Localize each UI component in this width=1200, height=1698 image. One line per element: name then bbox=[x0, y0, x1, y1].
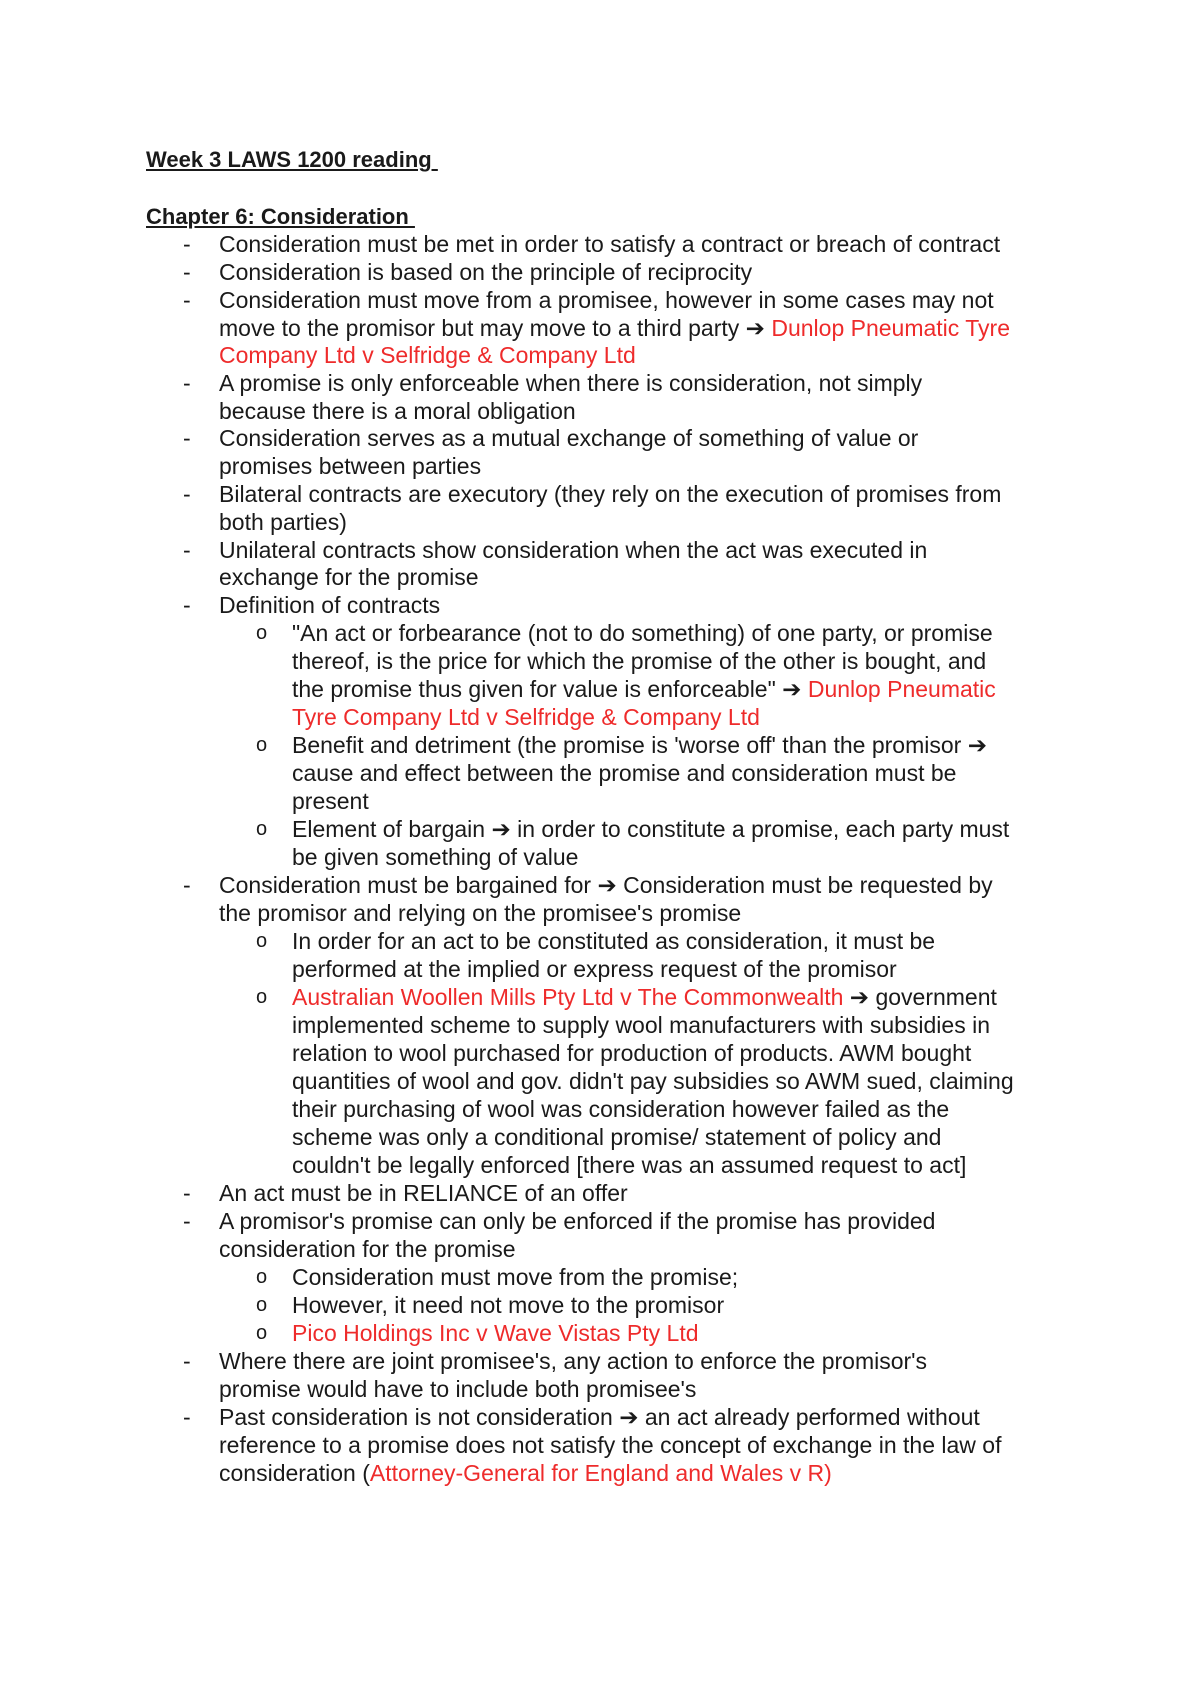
bullet-marker: - bbox=[183, 1348, 191, 1374]
arrow-right-icon: ➔ bbox=[597, 872, 617, 898]
note-text: consideration ( bbox=[219, 1460, 370, 1486]
note-text: Unilateral contracts show consideration when the act was executed in bbox=[219, 537, 928, 563]
note-line bbox=[219, 286, 994, 314]
page-title: Week 3 LAWS 1200 reading bbox=[146, 147, 438, 172]
note-line bbox=[292, 1319, 699, 1347]
note-line bbox=[292, 1291, 724, 1319]
note-line bbox=[292, 619, 993, 647]
note-text: Benefit and detriment (the promise is 'worse off' than the promisor bbox=[292, 732, 968, 758]
note-line bbox=[219, 452, 481, 480]
note-line bbox=[292, 843, 578, 871]
sub-bullet-marker: o bbox=[256, 1294, 268, 1316]
note-line bbox=[292, 703, 760, 731]
note-text: In order for an act to be constituted as consideration, it must be bbox=[292, 928, 936, 954]
note-text: implemented scheme to supply wool manufacturers with subsidies in bbox=[292, 1012, 990, 1038]
note-text: relation to wool purchased for production of products. AWM bought bbox=[292, 1040, 972, 1066]
note-line bbox=[219, 1235, 516, 1263]
note-line bbox=[292, 1263, 738, 1291]
chapter-heading: Chapter 6: Consideration bbox=[146, 204, 415, 229]
note-text: An act must be in RELIANCE of an offer bbox=[219, 1180, 628, 1206]
note-text: scheme was only a conditional promise/ statement of policy and bbox=[292, 1124, 942, 1150]
note-text: Element of bargain bbox=[292, 816, 492, 842]
case-citation: Company Ltd v Selfridge & Company Ltd bbox=[219, 342, 636, 368]
note-text: because there is a moral obligation bbox=[219, 398, 576, 424]
note-line bbox=[292, 1151, 966, 1179]
note-line bbox=[292, 983, 997, 1011]
note-text: be given something of value bbox=[292, 844, 579, 870]
note-text: an act already performed without bbox=[638, 1404, 980, 1430]
note-line bbox=[219, 230, 1000, 258]
note-text: Consideration is based on the principle of reciprocity bbox=[219, 259, 753, 285]
note-text: present bbox=[292, 788, 369, 814]
note-text: couldn't be legally enforced [there was an assumed request to act] bbox=[292, 1152, 967, 1178]
arrow-right-icon: ➔ bbox=[619, 1404, 639, 1430]
case-citation: Australian Woollen Mills Pty Ltd v The Commonwealth bbox=[292, 984, 850, 1010]
note-text: However, it need not move to the promisor bbox=[292, 1292, 725, 1318]
sub-bullet-marker: o bbox=[256, 818, 268, 840]
case-citation: Tyre Company Ltd v Selfridge & Company Ltd bbox=[292, 704, 760, 730]
note-line bbox=[292, 815, 1009, 843]
note-line bbox=[219, 536, 927, 564]
note-line bbox=[219, 1431, 1001, 1459]
note-line bbox=[292, 1039, 971, 1067]
note-line bbox=[292, 927, 935, 955]
note-line bbox=[292, 1067, 1014, 1095]
note-text: government bbox=[869, 984, 997, 1010]
sub-bullet-marker: o bbox=[256, 1266, 268, 1288]
note-text: Past consideration is not consideration bbox=[219, 1404, 620, 1430]
note-text: Consideration must be bargained for bbox=[219, 872, 598, 898]
note-text: in order to constitute a promise, each party must bbox=[510, 816, 1010, 842]
case-citation: Attorney-General for England and Wales v R) bbox=[369, 1460, 832, 1486]
bullet-marker: - bbox=[183, 537, 191, 563]
note-text: Where there are joint promisee's, any action to enforce the promisor's bbox=[219, 1348, 928, 1374]
arrow-right-icon: ➔ bbox=[745, 315, 765, 341]
note-line bbox=[219, 314, 1010, 342]
bullet-marker: - bbox=[183, 1208, 191, 1234]
note-line bbox=[219, 871, 993, 899]
note-text: A promise is only enforceable when there is consideration, not simply bbox=[219, 370, 923, 396]
note-line bbox=[219, 258, 752, 286]
note-text: the promise thus given for value is enforceable" bbox=[292, 676, 783, 702]
note-text: exchange for the promise bbox=[219, 564, 479, 590]
sub-bullet-marker: o bbox=[256, 734, 268, 756]
sub-bullet-marker: o bbox=[256, 1322, 268, 1344]
note-text: the promisor and relying on the promisee's promise bbox=[219, 900, 742, 926]
bullet-marker: - bbox=[183, 592, 191, 618]
note-line bbox=[219, 369, 922, 397]
case-citation: Dunlop Pneumatic bbox=[801, 676, 996, 702]
arrow-right-icon: ➔ bbox=[491, 816, 511, 842]
bullet-marker: - bbox=[183, 481, 191, 507]
note-text: performed at the implied or express request of the promisor bbox=[292, 956, 897, 982]
note-text: reference to a promise does not satisfy the concept of exchange in the law of bbox=[219, 1432, 1002, 1458]
note-text: both parties) bbox=[219, 509, 347, 535]
note-line bbox=[219, 1459, 832, 1487]
note-line bbox=[219, 1375, 696, 1403]
note-line bbox=[292, 955, 897, 983]
note-line bbox=[292, 731, 987, 759]
note-text: Bilateral contracts are executory (they rely on the execution of promises from bbox=[219, 481, 1002, 507]
note-line bbox=[219, 563, 479, 591]
note-text: Consideration must move from the promise; bbox=[292, 1264, 739, 1290]
note-text: promise would have to include both promisee's bbox=[219, 1376, 697, 1402]
note-line bbox=[219, 1403, 980, 1431]
note-text: thereof, is the price for which the promise of the other is bought, and bbox=[292, 648, 987, 674]
note-text: A promisor's promise can only be enforced if the promise has provided bbox=[219, 1208, 936, 1234]
note-text: Consideration serves as a mutual exchange of something of value or bbox=[219, 425, 919, 451]
note-text: "An act or forbearance (not to do something) of one party, or promise bbox=[292, 620, 993, 646]
note-line bbox=[292, 647, 986, 675]
note-text: promises between parties bbox=[219, 453, 482, 479]
bullet-marker: - bbox=[183, 259, 191, 285]
bullet-marker: - bbox=[183, 1404, 191, 1430]
note-line bbox=[219, 1179, 628, 1207]
note-text: Consideration must be requested by bbox=[616, 872, 993, 898]
note-line bbox=[219, 591, 440, 619]
note-line bbox=[292, 1095, 949, 1123]
sub-bullet-marker: o bbox=[256, 986, 268, 1008]
note-line bbox=[219, 480, 1001, 508]
note-line bbox=[292, 675, 996, 703]
arrow-right-icon: ➔ bbox=[782, 676, 802, 702]
note-line bbox=[292, 1011, 990, 1039]
case-citation: Dunlop Pneumatic Tyre bbox=[764, 315, 1010, 341]
note-text: consideration for the promise bbox=[219, 1236, 516, 1262]
note-text: their purchasing of wool was consideration however failed as the bbox=[292, 1096, 950, 1122]
note-text: Consideration must move from a promisee, however in some cases may not bbox=[219, 287, 994, 313]
arrow-right-icon: ➔ bbox=[849, 984, 870, 1010]
note-text: Definition of contracts bbox=[219, 592, 441, 618]
note-line bbox=[292, 787, 369, 815]
note-text: quantities of wool and gov. didn't pay subsidies so AWM sued, claiming bbox=[292, 1068, 1014, 1094]
sub-bullet-marker: o bbox=[256, 930, 268, 952]
arrow-right-icon: ➔ bbox=[967, 732, 987, 758]
note-line bbox=[219, 508, 347, 536]
note-text: Consideration must be met in order to satisfy a contract or breach of contract bbox=[219, 231, 1001, 257]
note-line bbox=[219, 341, 636, 369]
bullet-marker: - bbox=[183, 1180, 191, 1206]
note-line bbox=[292, 1123, 941, 1151]
note-line bbox=[219, 899, 741, 927]
note-line bbox=[219, 1207, 935, 1235]
bullet-marker: - bbox=[183, 872, 191, 898]
bullet-marker: - bbox=[183, 425, 191, 451]
case-citation: Pico Holdings Inc v Wave Vistas Pty Ltd bbox=[292, 1320, 699, 1346]
note-line bbox=[219, 1347, 927, 1375]
note-text: cause and effect between the promise and consideration must be bbox=[292, 760, 957, 786]
note-line bbox=[219, 397, 576, 425]
bullet-marker: - bbox=[183, 231, 191, 257]
bullet-marker: - bbox=[183, 370, 191, 396]
note-line bbox=[219, 424, 918, 452]
sub-bullet-marker: o bbox=[256, 622, 268, 644]
note-text: move to the promisor but may move to a third party bbox=[219, 315, 746, 341]
bullet-marker: - bbox=[183, 287, 191, 313]
note-line bbox=[292, 759, 956, 787]
